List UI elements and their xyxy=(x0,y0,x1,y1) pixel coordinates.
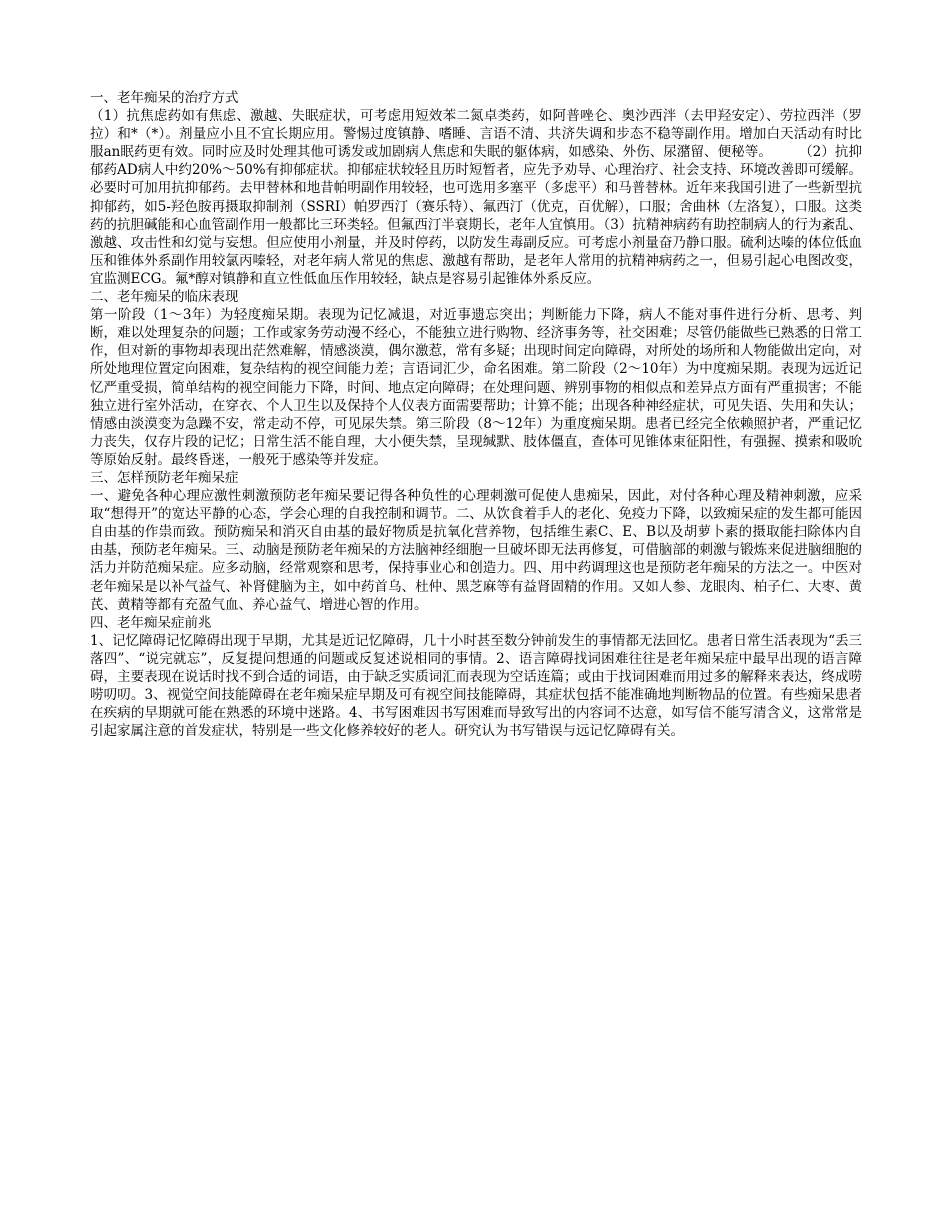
section-heading: 二、老年痴呆的临床表现 xyxy=(90,289,239,306)
section-heading: 三、怎样预防老年痴呆症 xyxy=(90,469,239,486)
document-body xyxy=(90,89,862,740)
section-paragraph: 一、避免各种心理应激性刺激预防老年痴呆要记得各种负性的心理刺激可促使人患痴呆，因此，对付各种心理及精神刺激，应采取“想得开”的宽达平静的心态，学会心理的自我控制和调节。二、从饮食着手人的老化、免疫力下降，以致痴呆症的发生都可能因自由基的作祟而致。预防痴呆和消灭自由基的最好物质是抗氧化营养物，包括维生素C、E、B以及胡萝卜素的摄取能扫除体内自由基，预防老年痴呆。三、动脑是预防老年痴呆的方法脑神经细胞一旦破坏即无法再修复，可借脑部的刺激与锻炼来促进脑细胞的活力并防范痴呆症。应多动脑，经常观察和思考，保持事业心和创造力。四、用中药调理这也是预防老年痴呆的方法之一。中医对老年痴呆是以补气益气、补肾健脑为主，如中药首乌、杜仲、黑芝麻等有益肾固精的作用。又如人参、龙眼肉、柏子仁、大枣、黄芪、黄精等都有充盈气血、养心益气、增进心智的作用。 xyxy=(90,488,862,613)
section-heading: 一、老年痴呆的治疗方式 xyxy=(90,90,239,106)
section-paragraph: （1）抗焦虑药如有焦虑、激越、失眠症状，可考虑用短效苯二氮卓类药，如阿普唑仑、奥沙西泮（去甲羟安定）、劳拉西泮（罗拉）和*（*）。剂量应小且不宜长期应用。警惕过度镇静、嗜睡、言语不清、共济失调和步态不稳等副作用。增加白天活动有时比服an眠药更有效。同时应及时处理其他可诱发或加剧病人焦虑和失眠的躯体病，如感染、外伤、尿潴留、便秘等。 （2）抗抑郁药AD病人中约20%～50%有抑郁症状。抑郁症状较轻且历时短暂者，应先予劝导、心理治疗、社会支持、环境改善即可缓解。必要时可加用抗抑郁药。去甲替林和地昔帕明副作用较轻，也可选用多塞平（多虑平）和马普替林。近年来我国引进了一些新型抗抑郁药，如5-羟色胺再摄取抑制剂（SSRI）帕罗西汀（赛乐特）、氟西汀（优克，百优解），口服；舍曲林（左洛复），口服。这类药的抗胆碱能和心血管副作用一般都比三环类轻。但氟西汀半衰期长，老年人宜慎用。（3）抗精神病药有助控制病人的行为紊乱、激越、攻击性和幻觉与妄想。但应使用小剂量，并及时停药，以防发生毒副反应。可考虑小剂量奋乃静口服。硫利达嗪的体位低血压和锥体外系副作用较氯丙嗪轻，对老年病人常见的焦虑、激越有帮助，是老年人常用的抗精神病药之一，但易引起心电图改变，宜监测ECG。氟*醇对镇静和直立性低血压作用较轻，缺点是容易引起锥体外系反应。 xyxy=(90,108,862,287)
section-paragraph: 第一阶段（1～3年）为轻度痴呆期。表现为记忆减退，对近事遗忘突出；判断能力下降，病人不能对事件进行分析、思考、判断，难以处理复杂的问题；工作或家务劳动漫不经心，不能独立进行购物、经济事务等，社交困难；尽管仍能做些已熟悉的日常工作，但对新的事物却表现出茫然难解，情感淡漠，偶尔激惹，常有多疑；出现时间定向障碍，对所处的场所和人物能做出定向，对所处地理位置定向困难，复杂结构的视空间能力差；言语词汇少，命名困难。第二阶段（2～10年）为中度痴呆期。表现为远近记忆严重受损，简单结构的视空间能力下降，时间、地点定向障碍；在处理问题、辨别事物的相似点和差异点方面有严重损害；不能独立进行室外活动，在穿衣、个人卫生以及保持个人仪表方面需要帮助；计算不能；出现各种神经症状，可见失语、失用和失认；情感由淡漠变为急躁不安，常走动不停，可见尿失禁。第三阶段（8～12年）为重度痴呆期。患者已经完全依赖照护者，严重记忆力丧失，仅存片段的记忆；日常生活不能自理，大小便失禁，呈现缄默、肢体僵直，查体可见锥体束征阳性，有强握、摸索和吸吮等原始反射。最终昏迷，一般死于感染等并发症。 xyxy=(90,307,862,468)
section-paragraph: 1、记忆障碍记忆障碍出现于早期，尤其是近记忆障碍，几十小时甚至数分钟前发生的事情都无法回忆。患者日常生活表现为“丢三落四”、“说完就忘”，反复提问想通的问题或反复述说相同的事情。2、语言障碍找词困难往往是老年痴呆症中最早出现的语言障碍，主要表现在说话时找不到合适的词语，由于缺乏实质词汇而表现为空话连篇；或由于找词困难而用过多的解释来表达，终成唠唠叨叨。3、视觉空间技能障碍在老年痴呆症早期及可有视空间技能障碍，其症状包括不能准确地判断物品的位置。有些痴呆患者在疾病的早期就可能在熟悉的环境中迷路。4、书写困难因书写困难而导致写出的内容词不达意，如写信不能写清含义，这常常是引起家属注意的首发症状，特别是一些文化修养较好的老人。研究认为书写错误与远记忆障碍有关。 xyxy=(90,632,862,740)
section-heading: 四、老年痴呆症前兆 xyxy=(90,614,212,631)
